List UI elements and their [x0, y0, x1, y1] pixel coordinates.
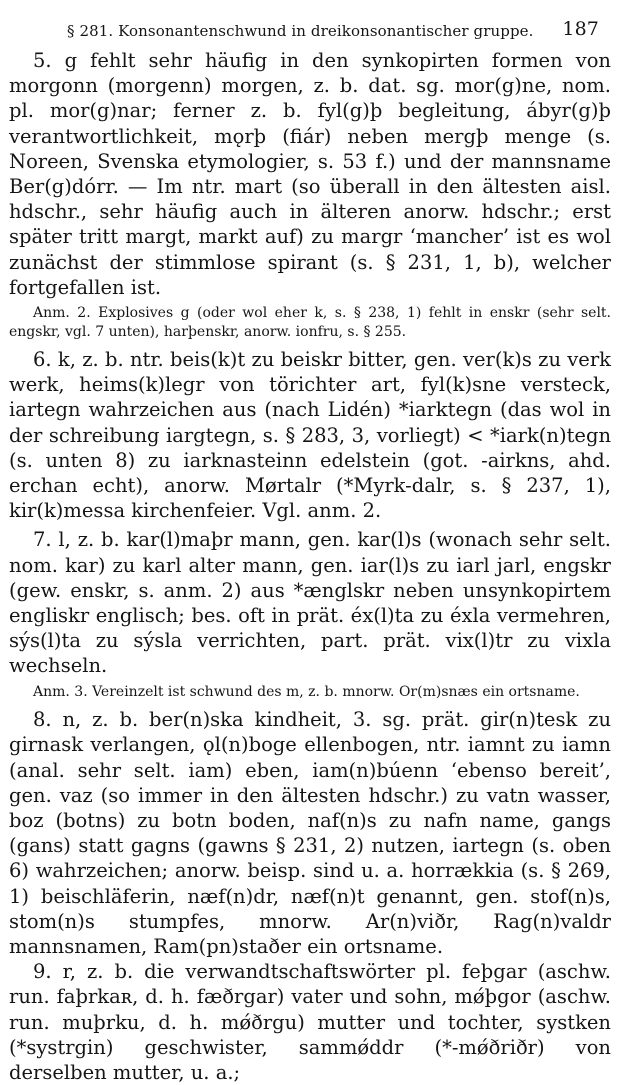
- header-title-group: [67, 22, 534, 40]
- paragraph-9: 9. r, z. b. die verwandtschaftswörter pl. feþgar (aschw. run. faþrkaʀ, d. h. fæðrgar) vater und sohn, mǿþgor (aschw. run. muþrku, d. h. mǿðrgu) mutter und tochter, systken (*systrgin) geschwister, sammǿddr (*-mǿðriðr) von derselben mutter, u. a.;: [9, 960, 611, 1085]
- chapter-title: Konsonantenschwund in dreikonsonantischer gruppe.: [118, 22, 534, 40]
- paragraph-8: 8. n, z. b. ber(n)ska kindheit, 3. sg. prät. gir(n)tesk zu girnask verlangen, ǫl(n)boge ellenbogen, ntr. iamnt zu iamn (anal. sehr selt. iam) eben, iam(n)búenn ‘ebenso bereit’, gen. vaz (so immer in den ältesten hdschr.) zu vatn wasser, boz (botns) zu botn boden, naf(n)s zu nafn name, gangs (gans) statt gagns (gawns § 231, 2) nutzen, iartegn (s. oben 6) wahrzeichen; anorw. beisp. sind u. a. horrækkia (s. § 269, 1) beischläferin, næf(n)dr, næf(n)t genannt, gen. stof(n)s, stom(n)s stumpfes, mnorw. Ar(n)viðr, Rag(n)valdr mannsnamen, Ram(pn)staðer ein ortsname.: [9, 708, 611, 958]
- paragraph-6: 6. k, z. b. ntr. beis(k)t zu beiskr bitter, gen. ver(k)s zu verk werk, heims(k)legr von törichter art, fyl(k)sne versteck, iartegn wahrzeichen aus (nach Lidén) *iarktegn (das wol in der schreibung iargtegn, s. § 283, 3, vorliegt) < *iark(n)tegn (s. unten 8) zu iarknasteinn edelstein (got. -airkns, ahd. erchan echt), anorw. Mørtalr (*Myrk-dalr, s. § 237, 1), kir(k)messa kirchenfeier. Vgl. anm. 2.: [9, 348, 611, 523]
- paragraph-7: 7. l, z. b. kar(l)maþr mann, gen. kar(l)s (wonach sehr selt. nom. kar) zu karl alter mann, gen. iar(l)s zu iarl jarl, engskr (gew. enskr, s. anm. 2) aus *ænglskr neben unsynkopirtem engliskr englisch; bes. oft in prät. éx(l)ta zu éxla vermehren, sýs(l)ta zu sýsla verrichten, part. prät. vix(l)tr zu vixla wechseln.: [9, 528, 611, 678]
- section-number: § 281.: [67, 22, 119, 40]
- page-number: 187: [562, 18, 599, 40]
- paragraph-5: 5. g fehlt sehr häufig in den synkopirten formen von morgonn (morgenn) morgen, z. b. dat. sg. mor(g)ne, nom. pl. mor(g)nar; ferner z. b. fyl(g)þ begleitung, ábyr(g)þ verantwortlichkeit, mǫrþ (fiár) neben mergþ menge (s. Noreen, Svenska etymologier, s. 53 f.) und der mannsname Ber(g)dórr. — Im ntr. mart (so überall in den ältesten aisl. hdschr., sehr häufig auch in älteren anorw. hdschr.; erst später tritt margt, markt auf) zu margr ‘mancher’ ist es wol zunächst der stimmlose spirant (s. § 231, 1, b), welcher fortgefallen ist.: [9, 49, 611, 299]
- running-header: [9, 0, 611, 40]
- note-anm-2: Anm. 2. Explosives g (oder wol eher k, s. § 238, 1) fehlt in enskr (sehr selt. engskr, vgl. 7 unten), harþenskr, anorw. ionfru, s. § 255.: [9, 305, 611, 340]
- note-anm-3: Anm. 3. Vereinzelt ist schwund des m, z. b. mnorw. Or(m)snæs ein ortsname.: [33, 683, 580, 700]
